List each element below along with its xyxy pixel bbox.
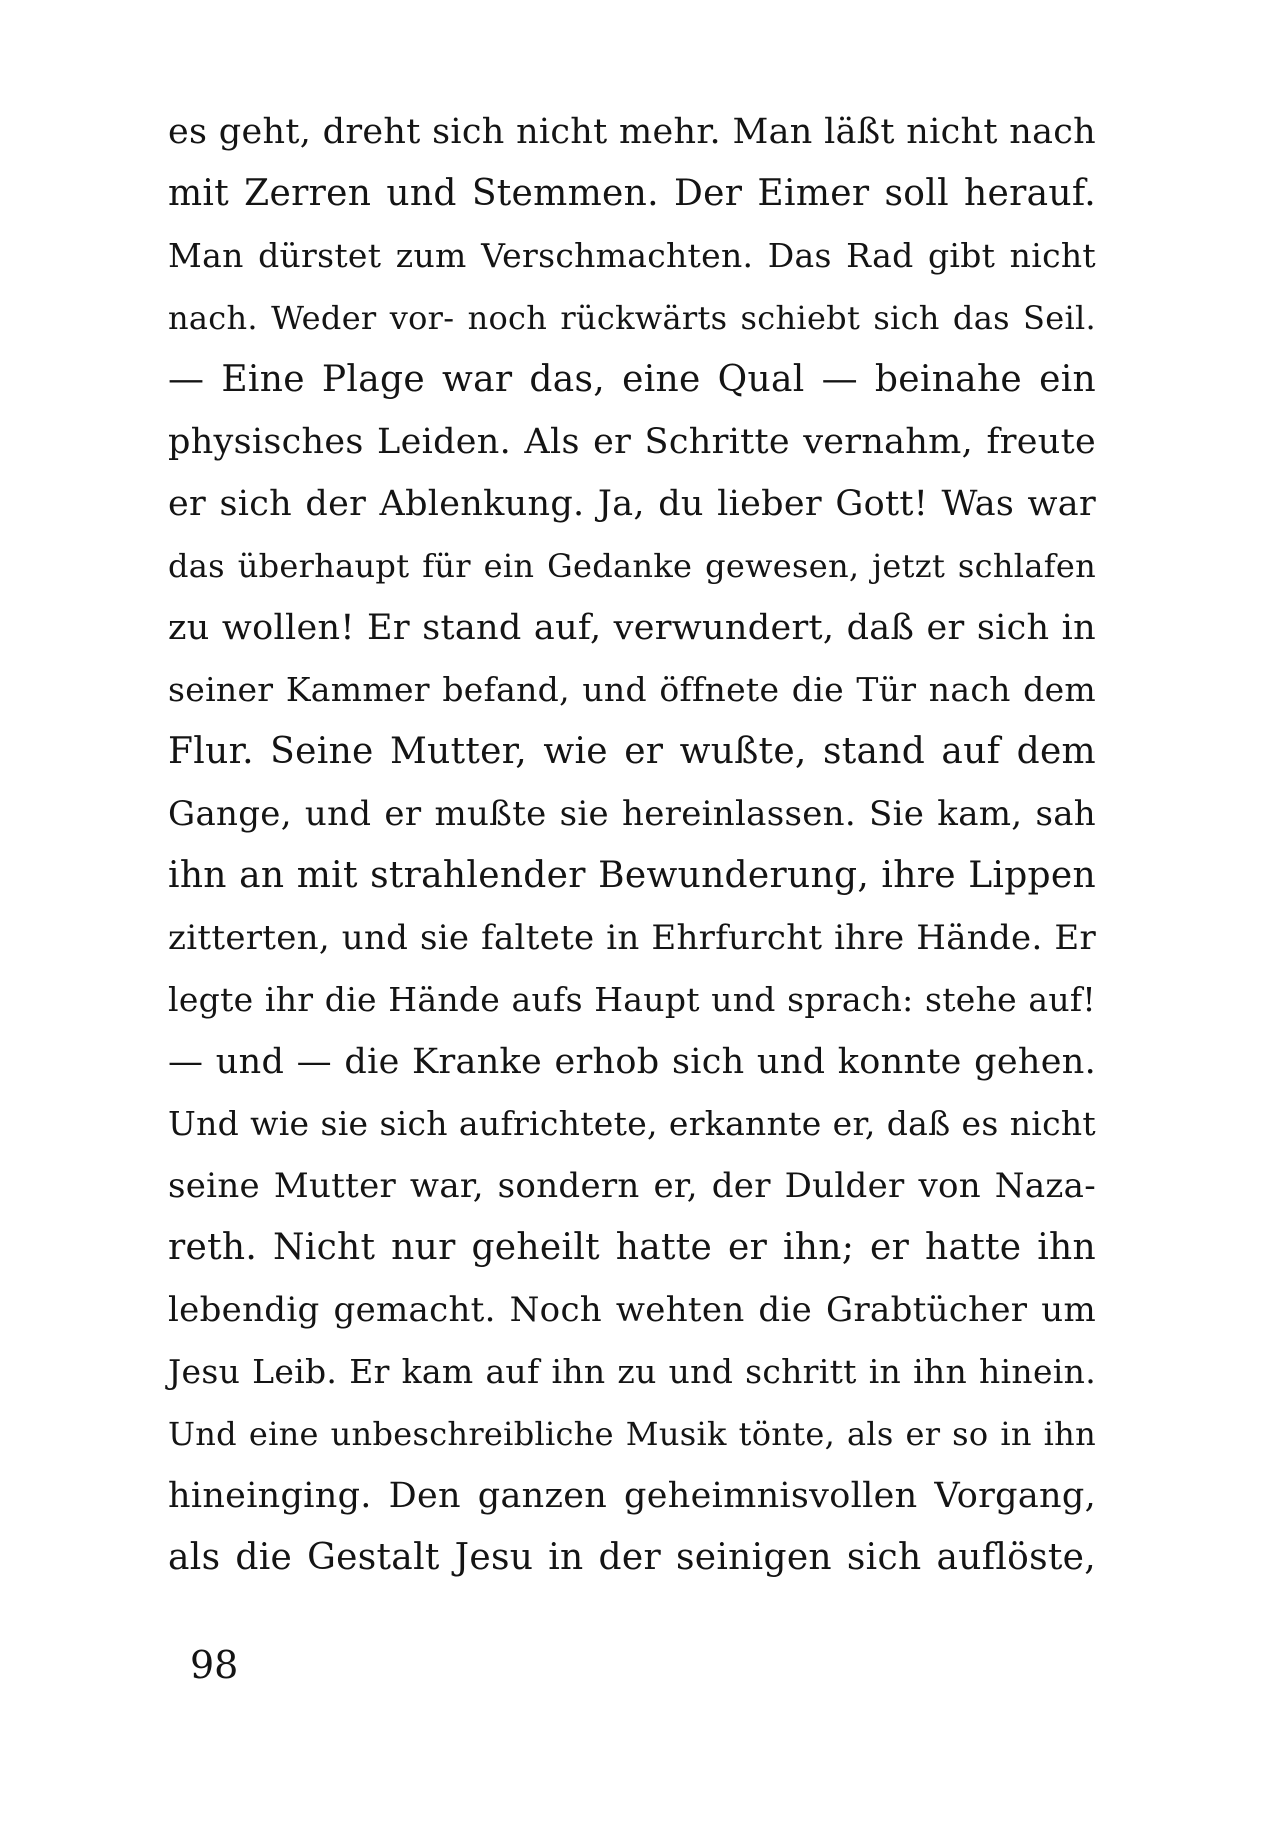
text-line: Und wie sie sich aufrichtete, erkannte er, daß es nicht	[168, 1104, 1096, 1143]
text-line: mit Zerren und Stemmen. Der Eimer soll herauf.	[168, 173, 1096, 214]
text-line: zitterten, und sie faltete in Ehrfurcht ihre Hände. Er	[168, 918, 1096, 958]
page-number: 98	[190, 1643, 239, 1687]
text-line: er sich der Ablenkung. Ja, du lieber Gott! Was war	[168, 484, 1096, 524]
text-line: ihn an mit strahlender Bewunderung, ihre Lippen	[168, 855, 1096, 896]
text-line: — Eine Plage war das, eine Qual — beinahe ein	[168, 359, 1096, 400]
text-line: als die Gestalt Jesu in der seinigen sich auflöste,	[168, 1537, 1096, 1578]
text-line: Man dürstet zum Verschmachten. Das Rad gibt nicht	[168, 236, 1096, 275]
text-line: Gange, und er mußte sie hereinlassen. Sie kam, sah	[168, 794, 1096, 834]
text-line: das überhaupt für ein Gedanke gewesen, jetzt schlafen	[168, 547, 1096, 585]
text-line: Flur. Seine Mutter, wie er wußte, stand auf dem	[168, 731, 1096, 772]
text-line: — und — die Kranke erhob sich und konnte gehen.	[168, 1042, 1096, 1082]
text-line: Und eine unbeschreibliche Musik tönte, als er so in ihn	[168, 1415, 1096, 1453]
text-line: legte ihr die Hände aufs Haupt und sprach: stehe auf!	[168, 980, 1096, 1019]
text-line: Jesu Leib. Er kam auf ihn zu und schritt in ihn hinein.	[168, 1352, 1096, 1391]
text-line: nach. Weder vor- noch rückwärts schiebt sich das Seil.	[168, 299, 1096, 337]
text-line: hineinging. Den ganzen geheimnisvollen Vorgang,	[168, 1476, 1096, 1516]
body-text	[168, 101, 1096, 1589]
text-line: zu wollen! Er stand auf, verwundert, daß er sich in	[168, 608, 1096, 648]
text-line: es geht, dreht sich nicht mehr. Man läßt nicht nach	[168, 112, 1096, 152]
text-line: seine Mutter war, sondern er, der Dulder von Naza-	[168, 1166, 1096, 1206]
text-line: reth. Nicht nur geheilt hatte er ihn; er hatte ihn	[168, 1227, 1096, 1268]
text-line: physisches Leiden. Als er Schritte vernahm, freute	[168, 422, 1096, 462]
text-line: seiner Kammer befand, und öffnete die Tür nach dem	[168, 670, 1096, 709]
text-line: lebendig gemacht. Noch wehten die Grabtücher um	[168, 1290, 1096, 1330]
